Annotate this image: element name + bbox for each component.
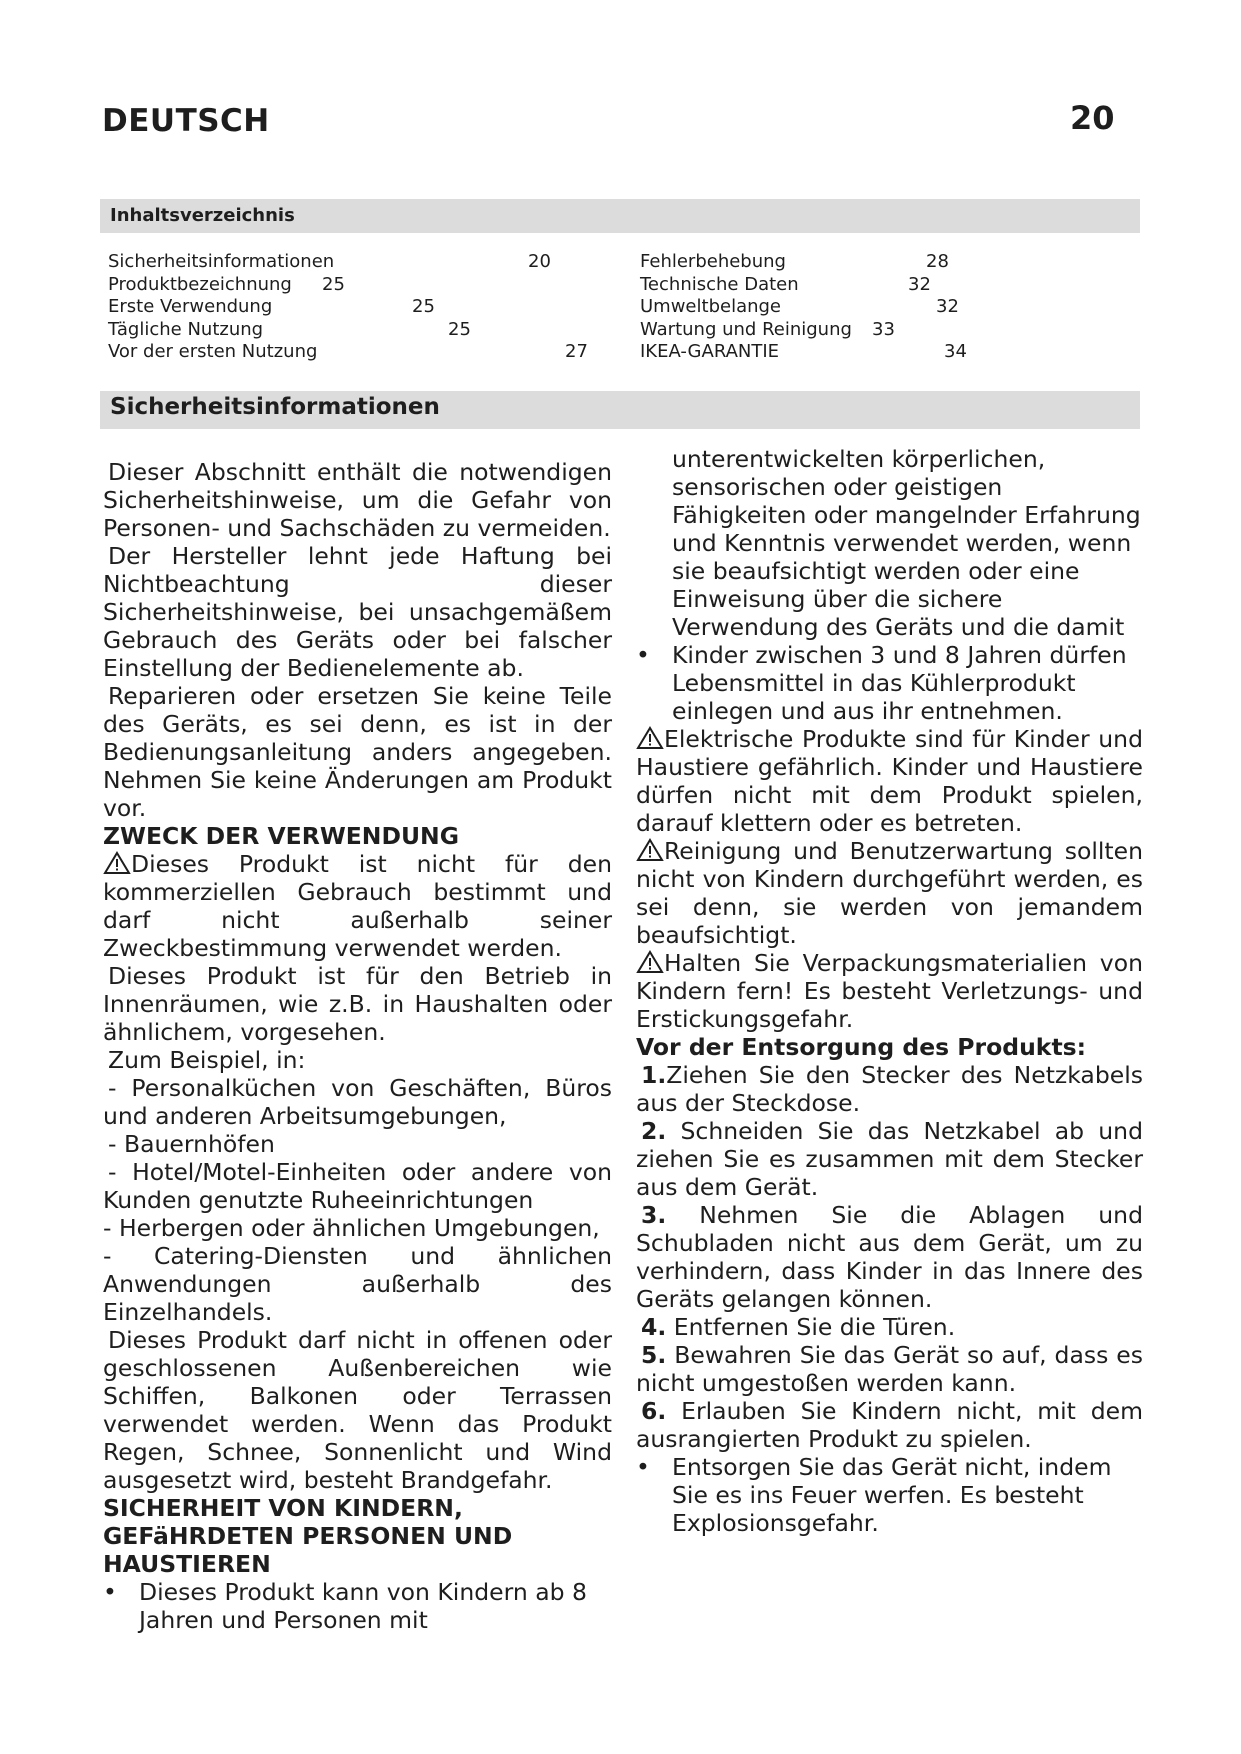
page-number: 20	[1070, 99, 1115, 137]
toc-item[interactable]	[640, 251, 980, 274]
toc-item-label: Umweltbelange	[640, 296, 782, 317]
disposal-step	[636, 1313, 1143, 1341]
bullet-dot: •	[636, 1453, 650, 1481]
bullet-text: Entsorgen Sie das Gerät nicht, indem Sie es ins Feuer werfen. Es besteht Explosionsgefahr.	[672, 1453, 1112, 1537]
toc-item-page: 25	[412, 296, 435, 317]
toc-right-list	[640, 251, 980, 364]
step-number: 5.	[641, 1341, 667, 1369]
warning-triangle-icon	[636, 726, 664, 750]
step-text: Schneiden Sie das Netzkabel ab und ziehen Sie es zusammen mit dem Stecker aus dem Gerät.	[636, 1117, 1143, 1201]
bullet-item	[636, 1453, 1143, 1537]
step-number: 2.	[641, 1117, 667, 1145]
disposal-step	[636, 1201, 1143, 1313]
right-column	[636, 445, 1143, 1537]
toc-item-page: 33	[872, 318, 895, 340]
example-item: - Hotel/Motel-Einheiten oder andere von Kunden genutzte Ruheeinrichtungen	[103, 1158, 612, 1214]
step-number: 4.	[641, 1313, 667, 1341]
step-text: Ziehen Sie den Stecker des Netzkabels aus der Steckdose.	[636, 1061, 1143, 1117]
bullet-dot: •	[103, 1578, 117, 1606]
bullet-continuation-text: unterentwickelten körperlichen, sensorischen oder geistigen Fähigkeiten oder mangelnder Erfahrung und Kenntnis verwendet werden, wenn sie beaufsichtigt werden oder eine Einweisung über die sichere Verwendung des Geräts und die damit	[672, 445, 1141, 641]
section-header-bar	[100, 391, 1140, 429]
step-number: 1.	[641, 1061, 667, 1089]
toc-item[interactable]	[108, 341, 628, 364]
toc-item-page: 32	[908, 273, 931, 295]
intro-paragraph: Reparieren oder ersetzen Sie keine Teile des Geräts, es sei denn, es ist in der Bedienungsanleitung anders angegeben. Nehmen Sie keine Änderungen am Produkt vor.	[103, 682, 612, 822]
toc-item-page: 25	[448, 318, 471, 340]
toc-title: Inhaltsverzeichnis	[110, 205, 295, 226]
toc-item[interactable]	[108, 296, 628, 319]
example-item: - Herbergen oder ähnlichen Umgebungen,	[103, 1214, 600, 1242]
children-warning	[636, 725, 1143, 837]
section-title: Sicherheitsinformationen	[110, 394, 440, 420]
disposal-heading: Vor der Entsorgung des Produkts:	[636, 1033, 1087, 1061]
toc-item-label: Produktbezeichnung	[108, 273, 292, 295]
step-text: Bewahren Sie das Gerät so auf, dass es nicht umgestoßen werden kann.	[636, 1341, 1143, 1397]
toc-item[interactable]	[108, 274, 628, 297]
bullet-item	[103, 1578, 612, 1634]
outdoor-paragraph: Dieses Produkt darf nicht in offenen oder geschlossenen Außenbereichen wie Schiffen, Balkonen oder Terrassen verwendet werden. Wenn das Produkt Regen, Schnee, Sonnenlicht und Wind ausgesetzt wird, besteht Brandgefahr.	[103, 1326, 612, 1494]
indoor-paragraph: Dieses Produkt ist für den Betrieb in Innenräumen, wie z.B. in Haushalten oder ähnlichem, vorgesehen.	[103, 962, 612, 1046]
toc-item-label: Fehlerbehebung	[640, 251, 786, 272]
bullet-item	[636, 641, 1143, 725]
toc-header-bar	[100, 199, 1140, 233]
language-title: DEUTSCH	[102, 103, 270, 139]
step-text: Erlauben Sie Kindern nicht, mit dem ausrangierten Produkt zu spielen.	[636, 1397, 1143, 1453]
step-text: Entfernen Sie die Türen.	[673, 1313, 956, 1341]
toc-item-label: Wartung und Reinigung	[640, 318, 852, 340]
toc-item-page: 20	[528, 251, 551, 272]
disposal-step	[636, 1397, 1143, 1453]
children-heading: SICHERHEIT VON KINDERN, GEFäHRDETEN PERSONEN UND HAUSTIEREN	[103, 1494, 513, 1578]
toc-left-list	[108, 251, 628, 364]
bullet-continuation	[636, 445, 1143, 641]
disposal-step	[636, 1117, 1143, 1201]
warning-triangle-icon	[103, 851, 131, 875]
warning-triangle-icon	[636, 838, 664, 862]
children-warning-text: Elektrische Produkte sind für Kinder und Haustiere gefährlich. Kinder und Haustiere dürfen nicht mit dem Produkt spielen, darauf klettern oder es betreten.	[636, 725, 1143, 837]
children-warning-text: Reinigung und Benutzerwartung sollten nicht von Kindern durchgeführt werden, es sei denn, sie werden von jemandem beaufsichtigt.	[636, 837, 1143, 949]
toc-item[interactable]	[640, 341, 980, 364]
warning-triangle-icon	[636, 950, 664, 974]
toc-item-page: 25	[322, 273, 345, 295]
children-warning	[636, 949, 1143, 1033]
toc-item-page: 32	[936, 296, 959, 317]
toc-item[interactable]	[640, 296, 980, 319]
disposal-step	[636, 1341, 1143, 1397]
toc-item[interactable]	[640, 274, 980, 297]
toc-item-label: IKEA-GARANTIE	[640, 341, 780, 362]
bullet-text: Dieses Produkt kann von Kindern ab 8 Jahren und Personen mit	[139, 1578, 587, 1634]
example-item: - Catering-Diensten und ähnlichen Anwendungen außerhalb des Einzelhandels.	[103, 1242, 612, 1326]
example-intro: Zum Beispiel, in:	[108, 1046, 306, 1074]
children-warning-text: Halten Sie Verpackungsmaterialien von Kindern fern! Es besteht Verletzungs- und Erstickungsgefahr.	[636, 949, 1143, 1033]
purpose-warning	[103, 850, 612, 962]
step-number: 6.	[641, 1397, 667, 1425]
toc-item[interactable]	[108, 319, 628, 342]
step-number: 3.	[641, 1201, 667, 1229]
example-item: - Bauernhöfen	[108, 1130, 275, 1158]
intro-paragraph: Der Hersteller lehnt jede Haftung bei Nichtbeachtung dieser Sicherheitshinweise, bei unsachgemäßem Gebrauch des Geräts oder bei falscher Einstellung der Bedienelemente ab.	[103, 542, 612, 682]
toc-item-label: Technische Daten	[640, 273, 799, 295]
toc-item[interactable]	[108, 251, 628, 274]
toc-item-label: Erste Verwendung	[108, 296, 273, 317]
children-warning	[636, 837, 1143, 949]
toc-item-label: Vor der ersten Nutzung	[108, 341, 318, 362]
step-text: Nehmen Sie die Ablagen und Schubladen nicht aus dem Gerät, um zu verhindern, dass Kinder in das Innere des Geräts gelangen können.	[636, 1201, 1143, 1313]
toc-item[interactable]	[640, 319, 980, 342]
toc-item-page: 34	[944, 341, 967, 362]
intro-paragraph: Dieser Abschnitt enthält die notwendigen Sicherheitshinweise, um die Gefahr von Personen- und Sachschäden zu vermeiden.	[103, 458, 612, 542]
left-column	[103, 458, 612, 1634]
toc-item-label: Sicherheitsinformationen	[108, 251, 335, 272]
purpose-heading: ZWECK DER VERWENDUNG	[103, 822, 460, 850]
toc-item-page: 28	[926, 251, 949, 272]
example-item: - Personalküchen von Geschäften, Büros und anderen Arbeitsumgebungen,	[103, 1074, 612, 1130]
toc-item-page: 27	[565, 341, 588, 362]
bullet-text: Kinder zwischen 3 und 8 Jahren dürfen Lebensmittel in das Kühlerprodukt einlegen und aus ihr entnehmen.	[672, 641, 1127, 725]
toc-item-label: Tägliche Nutzung	[108, 318, 264, 340]
disposal-step	[636, 1061, 1143, 1117]
bullet-dot: •	[636, 641, 650, 669]
purpose-warning-text: Dieses Produkt ist nicht für den kommerziellen Gebrauch bestimmt und darf nicht außerhalb seiner Zweckbestimmung verwendet werden.	[103, 850, 612, 962]
